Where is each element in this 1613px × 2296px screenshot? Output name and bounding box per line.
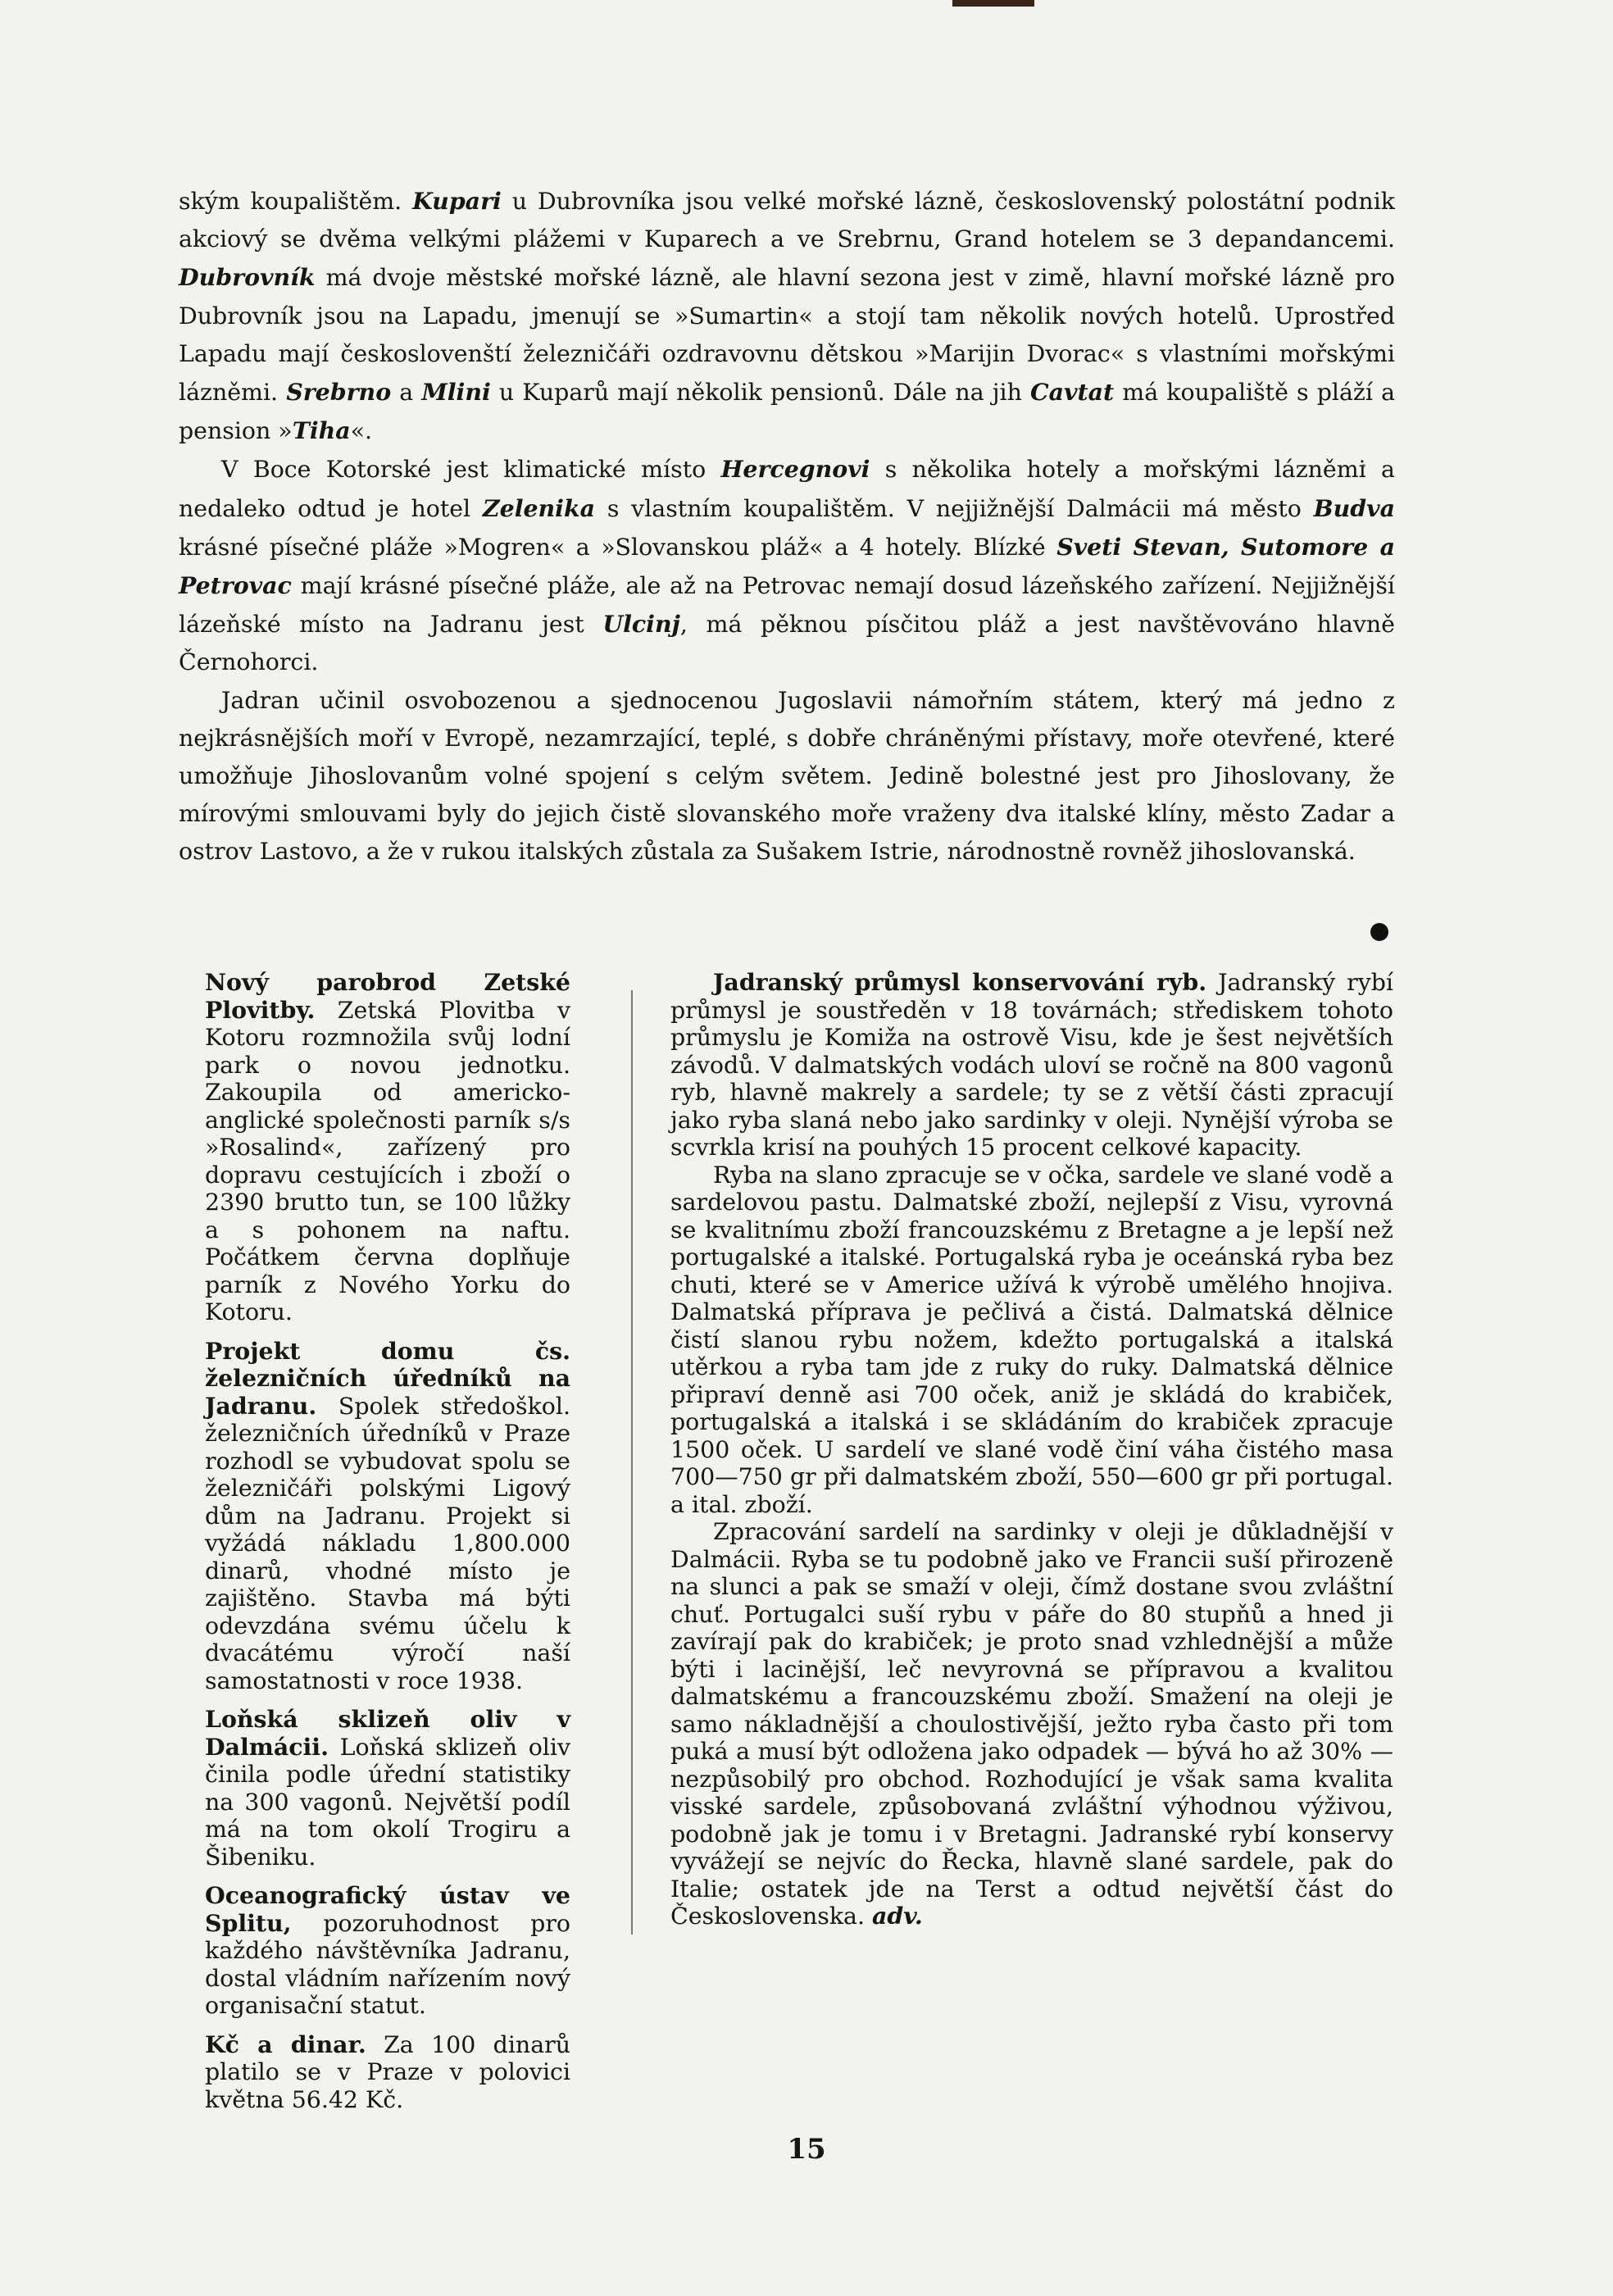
news-column-right	[670, 969, 1393, 1930]
news-heading: Loňská sklizeň oliv v Dalmácii.	[205, 1705, 570, 1761]
place-cavtat: Cavtat	[1030, 378, 1115, 407]
place-kupari: Kupari	[412, 187, 502, 215]
place-budva: Budva	[1313, 493, 1395, 522]
paragraph-3: Jadran učinil osvobozenou a sjednocenou Jugoslavii námořním státem, který má jedno z nejkrásnějších moří v Evropě, nezamrzající, teplé, s dobře chráněnými přístavy, moře otevřené, které umožňuje Jihoslovanům volné spojení s celým světem. Jedině bolestné jest pro Jihoslovany, že mírovými smlouvami byly do jejich čistě slovanského moře vraženy dva italské klíny, město Zadar a ostrov Lastovo, a že v rukou italských zůstala za Sušakem Istrie, národnostně rovněž jihoslovanská.	[179, 686, 1395, 866]
place-ulcinj: Ulcinj	[602, 610, 680, 639]
news-item: Oceanografický ústav ve Splitu, pozoruhodnost pro každého návštěvníka Jadranu, dostal vládním nařízením nový organisační statut.	[205, 1881, 570, 2019]
article-paragraph: Ryba na slano zpracuje se v očka, sardele ve slané vodě a sardelovou pastu. Dalmatské zboží, nejlepší z Visu, vyrovná se kvalitnímu zboží francouzskému z Bretagne a je lepší než portugalské a italské. Portugalská ryba je oceánská ryba bez chuti, které se v Americe užívá k výrobě umělého hnojiva. Dalmatská příprava je pečlivá a čistá. Dalmatská dělnice čistí slanou rybu nožem, kdežto portugalská a italská utěrkou a ryba tam jde z ruky do ruky. Dalmatská dělnice připraví denně asi 700 oček, aniž je skládá do krabiček, portugalská a italská i se skládáním do krabiček zpracuje 1500 oček. U sardelí ve slané vodě činí váha čistého masa 700—750 gr při dalmatském zboží, 550—600 gr při portugal. a ital. zboží.	[670, 1161, 1393, 1518]
place-dubrovnik: Dubrovník	[179, 263, 316, 292]
section-bullet	[1370, 923, 1388, 941]
article-heading: Jadranský průmysl konservování ryb.	[713, 968, 1207, 996]
place-sveti-stevan: Sveti Stevan, Sutomore a Petrovac	[179, 532, 1395, 600]
place-srebrno: Srebrno	[286, 378, 392, 407]
author-signature: adv.	[872, 1902, 923, 1930]
paragraph-1: ským koupalištěm. Kupari u Dubrovníka jsou velké mořské lázně, československý polostátní podnik akciový se dvěma velkými plážemi v Kuparech a ve Srebrnu, Grand hotelem se 3 depandancemi. Dubrovník má dvoje městské mořské lázně, ale hlavní sezona jest v zimě, hlavní mořské lázně pro Dubrovník jsou na Lapadu, jmenují se »Sumartin« a stojí tam několik nových hotelů. Uprostřed Lapadu mají českoslovenští železničáři ozdravovnu dětskou »Marijin Dvorac« s vlastními mořskými lázněmi. Srebrno a Mlini u Kuparů mají několik pensionů. Dále na jih Cavtat má koupaliště s pláží a pension »Tiha«.	[179, 187, 1395, 445]
place-tiha: Tiha	[292, 416, 351, 445]
place-mlini: Mlini	[421, 378, 491, 407]
news-column-left	[205, 969, 570, 2125]
place-hercegnovi: Hercegnovi	[720, 455, 870, 484]
news-heading: Kč a dinar.	[205, 2030, 366, 2058]
place-zelenika: Zelenika	[482, 493, 596, 522]
article-paragraph: Zpracování sardelí na sardinky v oleji je důkladnější v Dalmácii. Ryba se tu podobně jako ve Francii suší přirozeně na slunci a pak se smaží v oleji, čímž dostane svou zvláštní chuť. Portugalci suší rybu v páře do 80 stupňů a hned ji zavírají pak do krabiček; je proto snad vzhlednější a může býti i lacinější, leč nevyrovná se přípravou a kvalitou dalmatskému a francouzskému zboží. Smažení na oleji je samo nákladnější a choulostivější, ježto ryba často při tom puká a musí být odložena jako odpadek — bývá ho až 30% — nezpůsobilý pro obchod. Rozhodující je však sama kvalita visské sardele, způsobovaná zvláštní výhodnou výživou, podobně jak je tomu i v Bretagni. Jadranské rybí konservy vyvážejí se nejvíc do Řecka, hlavně slané sardele, pak do Italie; ostatek jde na Terst a odtud největší část do Československa. adv.	[670, 1518, 1393, 1930]
news-heading: Oceanografický ústav ve Splitu,	[205, 1881, 570, 1937]
news-item: Loňská sklizeň oliv v Dalmácii. Loňská sklizeň oliv činila podle úřední statistiky na 300 vagonů. Největší podíl má na tom okolí Trogiru a Šibeniku.	[205, 1705, 570, 1871]
news-item: Kč a dinar. Za 100 dinarů platilo se v Praze v polovici května 56.42 Kč.	[205, 2030, 570, 2113]
article-paragraph: Jadranský průmysl konservování ryb. Jadranský rybí průmysl je soustředěn v 18 továrnách; střediskem tohoto průmyslu je Komiža na ostrově Visu, kde je šest největších závodů. V dalmatských vodách uloví se ročně na 800 vagonů ryb, hlavně makrely a sardele; ty se z větší části zpracují jako ryba slaná nebo jako sardinky v oleji. Nynější výroba se scvrkla krisí na pouhých 15 procent celkové kapacity.	[670, 968, 1393, 1161]
top-edge-mark	[952, 0, 1034, 7]
paragraph-2: V Boce Kotorské jest klimatické místo Hercegnovi s několika hotely a mořskými lázněmi a nedaleko odtud je hotel Zelenika s vlastním koupalištěm. V nejjižnější Dalmácii má město Budva krásné písečné pláže »Mogren« a »Slovanskou pláž« a 4 hotely. Blízké Sveti Stevan, Sutomore a Petrovac mají krásné písečné pláže, ale až na Petrovac nemají dosud lázeňského zařízení. Nejjižnější lázeňské místo na Jadranu jest Ulcinj, má pěknou písčitou pláž a jest navštěvováno hlavně Černohorci.	[179, 455, 1395, 676]
news-item: Nový parobrod Zetské Plovitby. Zetská Plovitba v Kotoru rozmnožila svůj lodní park o novou jednotku. Zakoupila od americko-anglické společnosti parník s/s »Rosalind«, zařízený pro dopravu cestujících i zboží o 2390 brutto tun, se 100 lůžky a s pohonem na naftu. Počátkem června doplňuje parník z Nového Yorku do Kotoru.	[205, 968, 570, 1325]
news-item: Projekt domu čs. železničních úředníků na Jadranu. Spolek středoškol. železničních úředníků v Praze rozhodl se vybudovat spolu se železničáři polskými Ligový dům na Jadranu. Projekt si vyžádá nákladu 1,800.000 dinarů, vhodné místo je zajištěno. Stavba má býti odevzdána svému účelu k dvacátému výročí naší samostatnosti v roce 1938.	[205, 1336, 570, 1694]
news-heading: Nový parobrod Zetské Plovitby.	[205, 968, 570, 1024]
column-divider	[631, 990, 633, 1935]
page-number: 15	[787, 2133, 826, 2166]
main-article	[179, 182, 1395, 871]
news-heading: Projekt domu čs. železničních úředníků na Jadranu.	[205, 1336, 570, 1420]
